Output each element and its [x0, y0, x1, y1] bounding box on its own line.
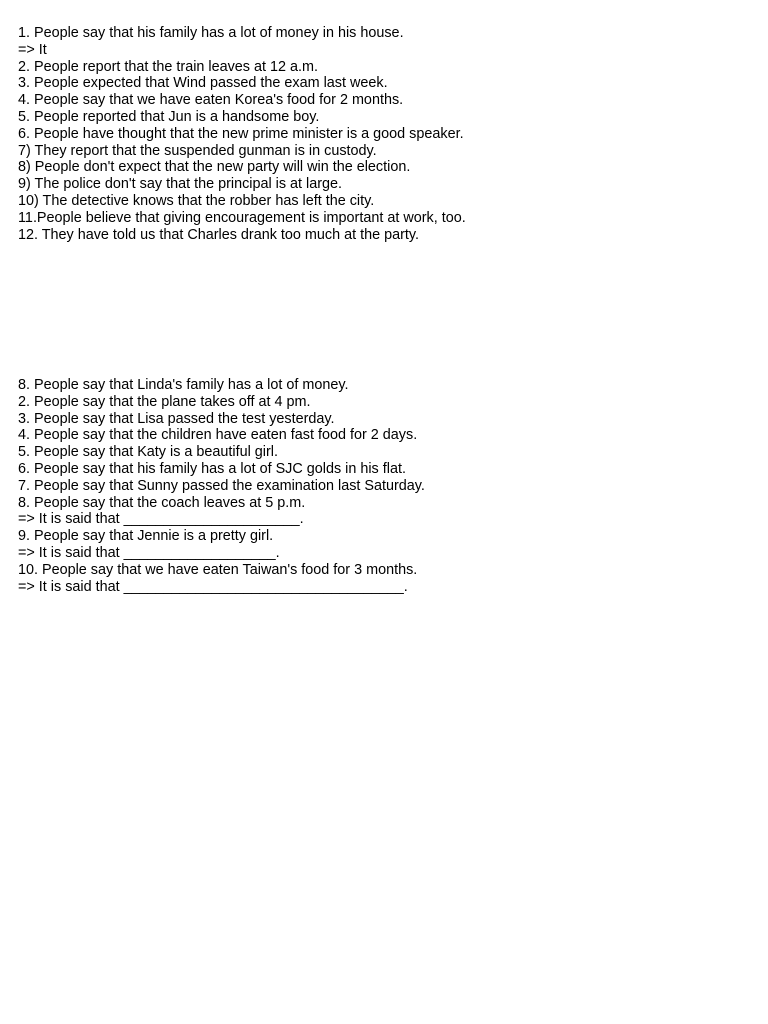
exercise-1-item: 3. People expected that Wind passed the exam last week.: [18, 75, 388, 92]
exercise-1-item: 2. People report that the train leaves at 12 a.m.: [18, 58, 318, 75]
exercise-2-item: 2. People say that the plane takes off at 4 pm.: [18, 393, 311, 410]
exercise-1-item: 11.People believe that giving encouragement is important at work, too.: [18, 209, 466, 226]
exercise-2-item: 5. People say that Katy is a beautiful girl.: [18, 444, 278, 461]
exercise-2-answer-blank: => It is said that ___________________.: [18, 544, 280, 561]
exercise-2-item: 10. People say that we have eaten Taiwan's food for 3 months.: [18, 561, 418, 578]
exercise-2-item: 4. People say that the children have eaten fast food for 2 days.: [18, 427, 418, 444]
exercise-1-item: 12. They have told us that Charles drank too much at the party.: [18, 226, 420, 243]
exercise-1-item: 7) They report that the suspended gunman is in custody.: [18, 142, 377, 159]
exercise-1-answer: => It: [18, 41, 47, 58]
exercise-1-item: 1. People say that his family has a lot of money in his house.: [18, 25, 404, 41]
exercise-1-item: 4. People say that we have eaten Korea's food for 2 months.: [18, 92, 404, 109]
exercise-1-item: 5. People reported that Jun is a handsome boy.: [18, 108, 320, 125]
exercise-2-item: 8. People say that Linda's family has a lot of money.: [18, 377, 349, 393]
exercise-2-item: 6. People say that his family has a lot of SJC golds in his flat.: [18, 460, 406, 477]
exercise-2-item: 3. People say that Lisa passed the test yesterday.: [18, 410, 335, 427]
exercise-2-answer-blank: => It is said that ___________________________________.: [18, 578, 408, 595]
exercise-2-item: 9. People say that Jennie is a pretty girl.: [18, 528, 274, 545]
exercise-1-item: 9) The police don't say that the principal is at large.: [18, 176, 343, 193]
exercise-1-item: 6. People have thought that the new prime minister is a good speaker.: [18, 125, 464, 142]
exercise-list-1: [18, 25, 466, 243]
exercise-1-item: 10) The detective knows that the robber has left the city.: [18, 192, 375, 209]
exercise-list-2: [18, 377, 425, 595]
exercise-2-answer-blank: => It is said that ______________________.: [18, 511, 304, 528]
exercise-2-item: 8. People say that the coach leaves at 5 p.m.: [18, 494, 306, 511]
exercise-2-item: 7. People say that Sunny passed the examination last Saturday.: [18, 477, 425, 494]
exercise-1-item: 8) People don't expect that the new party will win the election.: [18, 159, 411, 176]
